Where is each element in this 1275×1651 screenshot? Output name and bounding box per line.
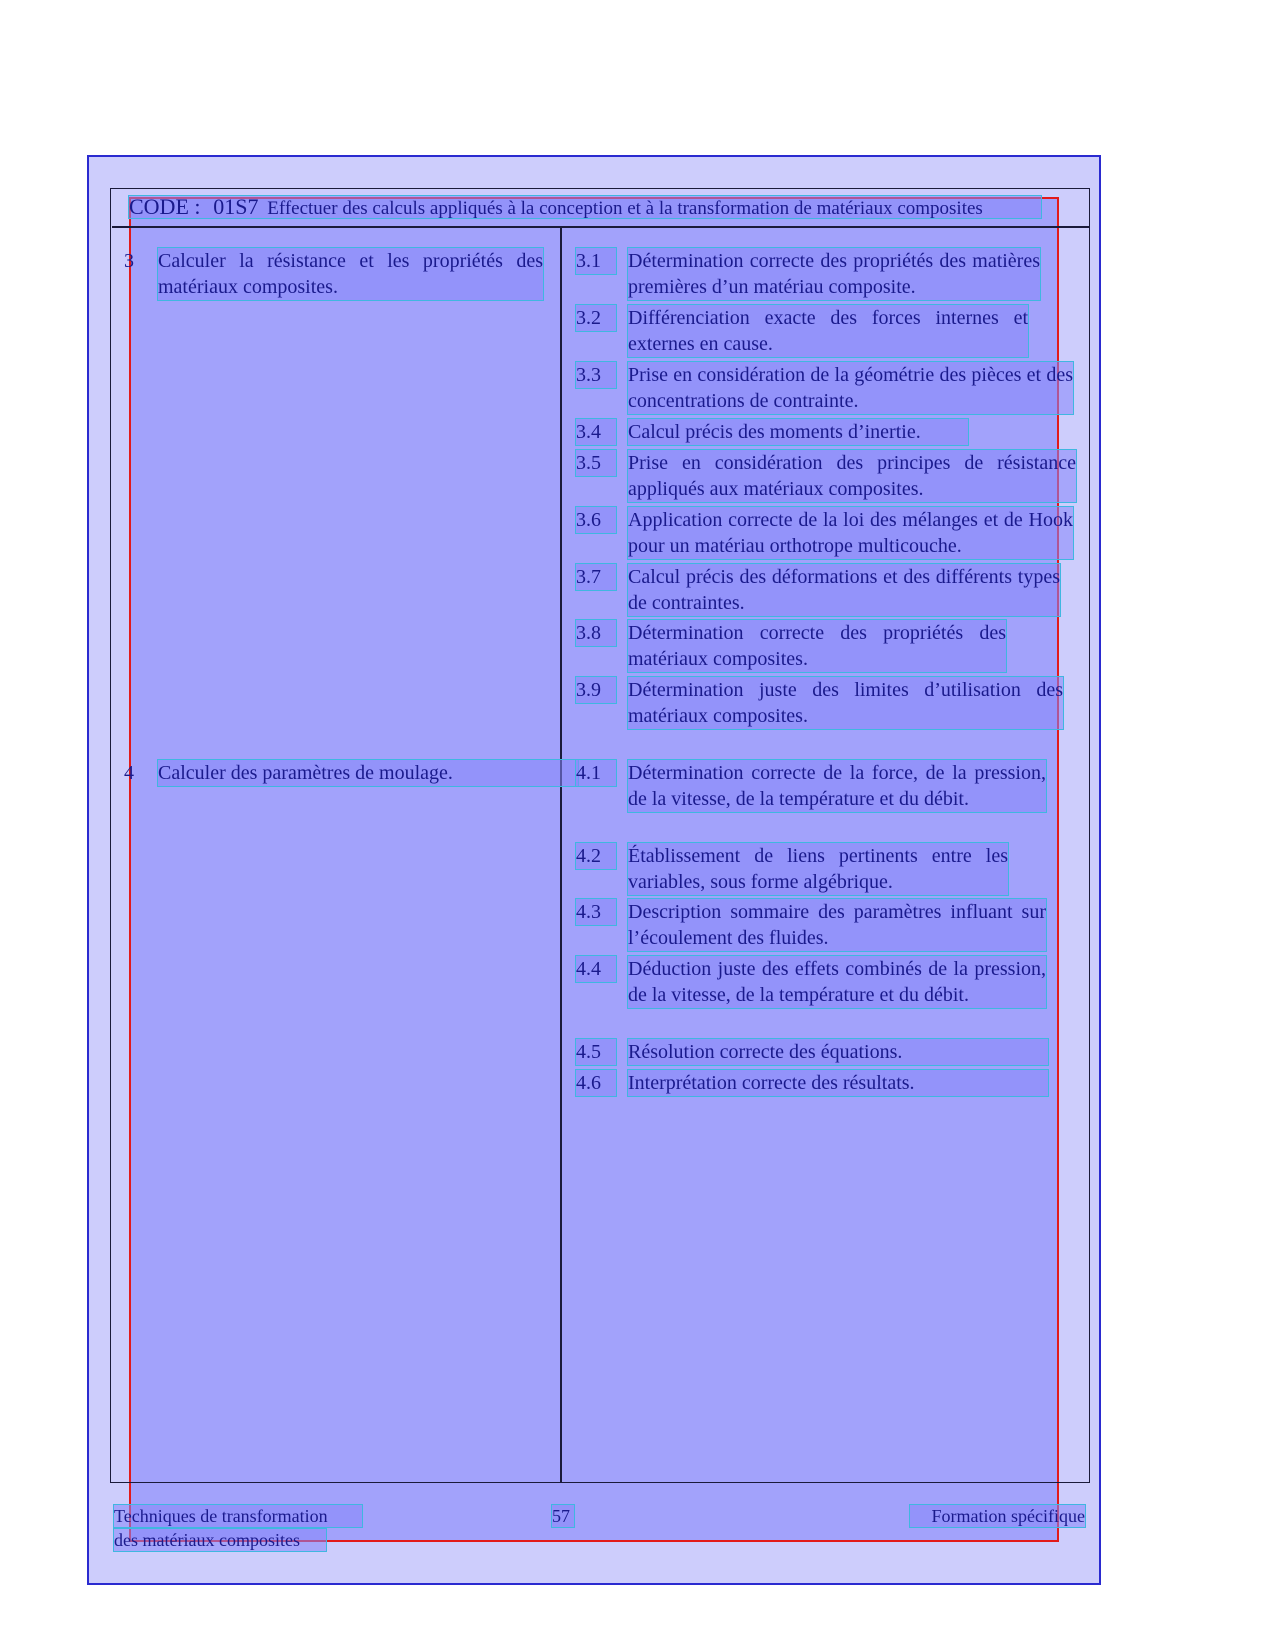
criterion-number: 4.1 <box>576 760 616 786</box>
criterion-text: Détermination correcte des propriétés des matières premières d’un matériau composite. <box>628 250 1040 298</box>
criterion-text: Prise en considération des principes de résistance appliqués aux matériaux composites. <box>628 452 1076 500</box>
criterion-text: Calcul précis des moments d’inertie. <box>628 419 968 445</box>
column-divider <box>560 228 562 1483</box>
criterion-text: Application correcte de la loi des mélanges et de Hook pour un matériau orthotrope multicouche. <box>628 509 1073 557</box>
criterion-text: Détermination correcte de la force, de la pression, de la vitesse, de la température et du débit. <box>628 762 1046 810</box>
criterion-number: 3.2 <box>576 305 616 331</box>
footer-program-line2: des matériaux composites <box>114 1529 326 1551</box>
criterion-text: Différenciation exacte des forces internes et externes en cause. <box>628 307 1028 355</box>
page-number: 57 <box>552 1505 574 1527</box>
criterion-number: 4.3 <box>576 899 616 925</box>
criterion-number: 3.1 <box>576 248 616 274</box>
footer-program-line1: Techniques de transformation <box>114 1505 362 1527</box>
element-text: Calculer des paramètres de moulage. <box>158 760 578 786</box>
criterion-text: Détermination juste des limites d’utilisation des matériaux composites. <box>628 679 1063 727</box>
criterion-number: 3.4 <box>576 419 616 445</box>
criterion-text: Prise en considération de la géométrie des pièces et des concentrations de contrainte. <box>628 364 1073 412</box>
element-number: 4 <box>124 762 134 784</box>
code-value: 01S7 <box>213 194 259 219</box>
criterion-number: 3.9 <box>576 677 616 703</box>
criterion-text: Établissement de liens pertinents entre les variables, sous forme algébrique. <box>628 845 1008 893</box>
criterion-number: 4.4 <box>576 956 616 982</box>
criterion-number: 3.7 <box>576 564 616 590</box>
header-divider <box>112 226 1090 228</box>
criterion-number: 3.6 <box>576 507 616 533</box>
criterion-text: Calcul précis des déformations et des différents types de contraintes. <box>628 566 1060 614</box>
criterion-text: Détermination correcte des propriétés des matériaux composites. <box>628 622 1006 670</box>
criterion-text: Déduction juste des effets combinés de la pression, de la vitesse, de la température et du débit. <box>628 958 1046 1006</box>
criterion-number: 3.8 <box>576 620 616 646</box>
code-label: CODE : <box>129 194 201 219</box>
criterion-number: 4.6 <box>576 1070 616 1096</box>
element-number: 3 <box>124 250 134 272</box>
criterion-text: Interprétation correcte des résultats. <box>628 1070 1048 1096</box>
criterion-number: 3.5 <box>576 450 616 476</box>
competency-header <box>129 196 1041 218</box>
criterion-number: 4.2 <box>576 843 616 869</box>
criterion-number: 4.5 <box>576 1039 616 1065</box>
criterion-text: Résolution correcte des équations. <box>628 1039 1048 1065</box>
criterion-number: 3.3 <box>576 362 616 388</box>
criterion-text: Description sommaire des paramètres influant sur l’écoulement des fluides. <box>628 901 1046 949</box>
footer-section: Formation spécifique <box>910 1505 1085 1527</box>
competency-title: Effectuer des calculs appliqués à la conception et à la transformation de matériaux composites <box>267 198 983 219</box>
element-text: Calculer la résistance et les propriétés des matériaux composites. <box>158 250 543 298</box>
